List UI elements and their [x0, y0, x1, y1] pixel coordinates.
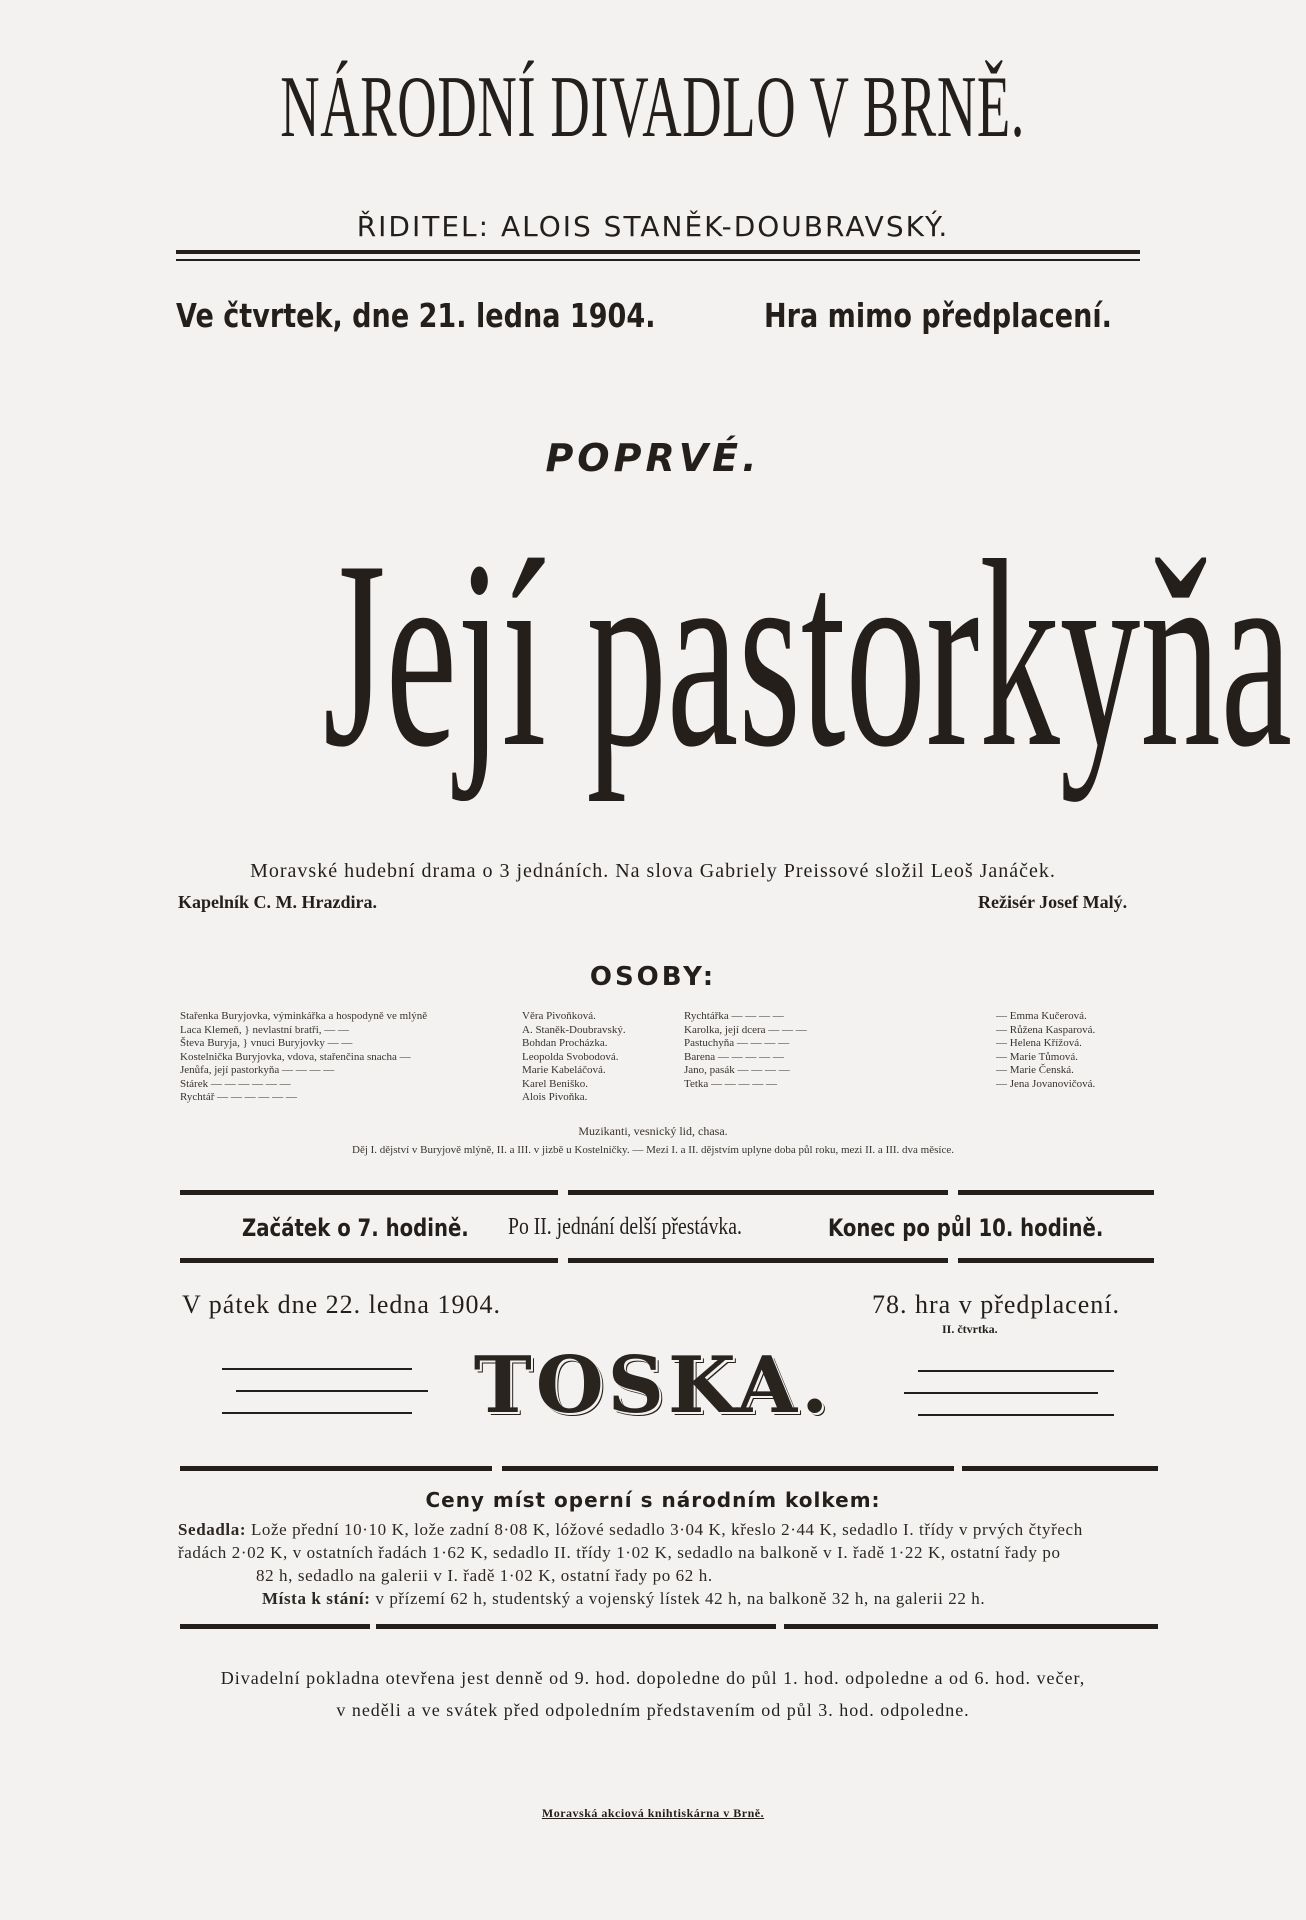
- cast-actor: Leopolda Svobodová.: [522, 1050, 619, 1063]
- start-time: Začátek o 7. hodině.: [242, 1214, 469, 1242]
- rule: [376, 1624, 776, 1629]
- cast-role: Jenůfa, její pastorkyňa — — — —: [180, 1064, 335, 1076]
- cast-actor: — Marie Tůmová.: [996, 1050, 1078, 1063]
- standing-prices: v přízemí 62 h, studentský a vojenský lístek 42 h, na balkoně 32 h, na galerii 22 h.: [375, 1589, 986, 1608]
- cast-actor: — Růžena Kasparová.: [996, 1023, 1096, 1036]
- premiere-label: POPRVÉ.: [545, 436, 761, 480]
- seat-prices: [178, 1518, 1083, 1610]
- cast-actor: — Marie Čenská.: [996, 1064, 1074, 1076]
- next-show-series: II. čtvrtka.: [942, 1322, 998, 1336]
- rule: [568, 1258, 948, 1263]
- printer-imprint: Moravská akciová knihtiskárna v Brně.: [541, 1806, 765, 1820]
- cast-role: Laca Klemeň, } nevlastní bratři, — —: [180, 1023, 350, 1036]
- rule: [180, 1466, 492, 1471]
- rule: [958, 1258, 1154, 1263]
- cast-actors-right: [996, 1010, 1095, 1091]
- seats-label: Sedadla:: [178, 1520, 247, 1539]
- cast-actor: — Emma Kučerová.: [996, 1010, 1087, 1022]
- next-show-date: V pátek dne 22. ledna 1904.: [182, 1290, 501, 1319]
- cast-actor: Marie Kabeláčová.: [522, 1064, 606, 1076]
- prices-heading: Ceny míst operní s národním kolkem:: [425, 1488, 881, 1512]
- box-office-hours: [0, 1662, 1306, 1726]
- cast-role: Stárek — — — — — —: [180, 1077, 291, 1090]
- seat-prices-line: 82 h, sedadlo na galerii v I. řadě 1·02 K, ostatní řady po 62 h.: [256, 1566, 713, 1585]
- header-rule-top: [176, 250, 1140, 254]
- ornament-line: [918, 1414, 1114, 1416]
- rule: [962, 1466, 1158, 1471]
- rule: [958, 1190, 1154, 1195]
- next-show-title: TOSKA.: [473, 1340, 833, 1431]
- end-time: Konec po půl 10. hodině.: [828, 1214, 1104, 1242]
- conductor-credit: Kapelník C. M. Hrazdira.: [178, 892, 377, 912]
- seat-prices-line: řadách 2·02 K, v ostatních řadách 1·62 K, sedadlo II. třídy 1·02 K, sedadlo na balkoně v I. řadě 1·22 K, ostatní řady po: [178, 1543, 1061, 1562]
- stage-director-credit: Režisér Josef Malý.: [978, 892, 1128, 912]
- rule: [568, 1190, 948, 1195]
- box-office-line: v neděli a ve svátek před odpoledním představením od půl 3. hod. odpoledne.: [336, 1700, 970, 1720]
- cast-role: Rychtář — — — — — —: [180, 1091, 297, 1103]
- performance-date: Ve čtvrtek, dne 21. ledna 1904.: [176, 296, 656, 335]
- cast-roles-right: [684, 1010, 807, 1091]
- opera-subtitle: Moravské hudební drama o 3 jednáních. Na slova Gabriely Preissové složil Leoš Janáček.: [250, 860, 1056, 882]
- cast-actor: Bohdan Procházka.: [522, 1037, 608, 1049]
- cast-actor: — Helena Křížová.: [996, 1037, 1082, 1049]
- opera-title: Její pastorkyňa: [323, 505, 1293, 802]
- rule: [502, 1466, 954, 1471]
- ornament-line: [918, 1370, 1114, 1372]
- standing-label: Místa k stání:: [262, 1589, 371, 1608]
- cast-actor: Alois Pivoňka.: [522, 1091, 588, 1103]
- act-setting-note: Děj I. dějství v Buryjově mlýně, II. a III. v jizbě u Kostelničky. — Mezi I. a II. dějstvím uplyne doba půl roku, mezi II. a III. dva měsíce.: [352, 1144, 954, 1156]
- cast-actor: Karel Beniško.: [522, 1077, 588, 1090]
- box-office-line: Divadelní pokladna otevřena jest denně od 9. hod. dopoledne do půl 1. hod. odpoledne a od 6. hod. večer,: [220, 1668, 1086, 1688]
- cast-role: Karolka, její dcera — — —: [684, 1023, 807, 1036]
- rule: [784, 1624, 1158, 1629]
- seat-prices-line: Lože přední 10·10 K, lože zadní 8·08 K, lóžové sedadlo 3·04 K, křeslo 2·44 K, sedadlo I. třídy v prvých čtyřech: [250, 1520, 1083, 1539]
- cast-actor: — Jena Jovanovičová.: [996, 1077, 1096, 1090]
- cast-role: Barena — — — — —: [684, 1050, 784, 1063]
- cast-heading: OSOBY:: [589, 962, 717, 992]
- rule: [180, 1258, 558, 1263]
- cast-role: Tetka — — — — —: [684, 1077, 778, 1090]
- rule: [180, 1190, 558, 1195]
- cast-role: Števa Buryja, } vnuci Buryjovky — —: [180, 1037, 353, 1049]
- ornament-line: [904, 1392, 1098, 1394]
- theatre-name: NÁRODNÍ DIVADLO V BRNĚ.: [280, 59, 1026, 156]
- cast-actors-left: [522, 1010, 626, 1105]
- subscription-note: Hra mimo předplacení.: [764, 296, 1112, 335]
- cast-role: Pastuchyňa — — — —: [684, 1037, 790, 1049]
- rule: [180, 1624, 370, 1629]
- header-rule-bottom: [176, 259, 1140, 261]
- cast-actor: Věra Pivoňková.: [522, 1010, 596, 1022]
- cast-roles-left: [180, 1010, 427, 1105]
- cast-role: Jano, pasák — — — —: [684, 1064, 790, 1076]
- director-line: ŘIDITEL: ALOIS STANĚK-DOUBRAVSKÝ.: [356, 210, 950, 243]
- cast-role: Stařenka Buryjovka, výminkářka a hospodyně ve mlýně: [180, 1010, 428, 1022]
- cast-extras: Muzikanti, vesnický lid, chasa.: [578, 1124, 728, 1138]
- cast-actor: A. Staněk-Doubravský.: [522, 1023, 626, 1036]
- cast-role: Kostelnička Buryjovka, vdova, stařenčina snacha —: [180, 1050, 411, 1063]
- next-show-subscription: 78. hra v předplacení.: [872, 1290, 1120, 1319]
- intermission-note: Po II. jednání delší přestávka.: [508, 1214, 742, 1240]
- cast-role: Rychtářka — — — —: [684, 1010, 784, 1022]
